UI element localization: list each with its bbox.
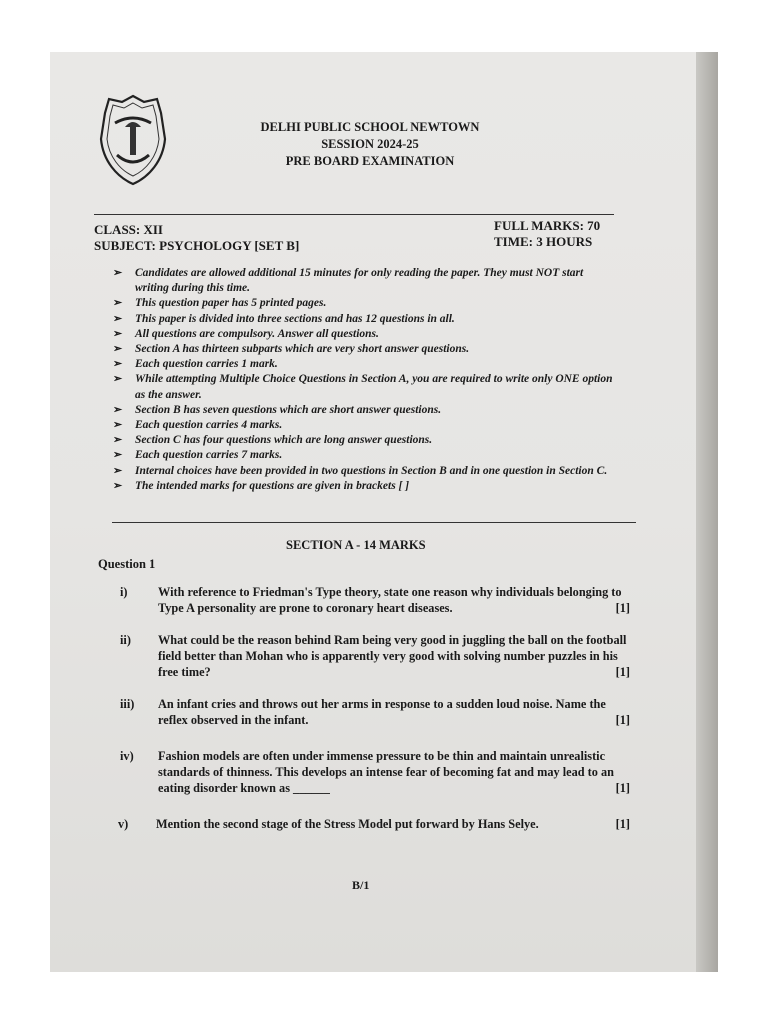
question-marks: [1]	[615, 781, 630, 795]
subject-label: SUBJECT: PSYCHOLOGY [SET B]	[94, 238, 300, 253]
time-label: TIME: 3 HOURS	[494, 234, 593, 249]
school-crest-icon	[97, 93, 169, 187]
question-text: With reference to Friedman's Type theory, state one reason why individuals belonging to Type A personality are prone to coronary heart diseases.	[158, 585, 622, 615]
full-marks-label: FULL MARKS: 70	[494, 218, 601, 233]
class-label: CLASS: XII	[94, 222, 163, 237]
school-header	[230, 119, 510, 170]
instructions-list	[113, 266, 613, 494]
question-item	[120, 696, 630, 728]
question-text: Fashion models are often under immense pressure to be thin and maintain unrealistic standards of thinness. This develops an intense fear of becoming fat and may lead to an eating disorder known as ______	[158, 749, 614, 795]
question-number: v)	[118, 817, 129, 831]
instruction-item: ➢ This question paper has 5 printed pages.	[113, 296, 613, 311]
paper-edge	[696, 52, 718, 972]
instruction-item: ➢ Candidates are allowed additional 15 minutes for only reading the paper. They must NOT start writing during this time.	[113, 266, 613, 296]
exam-name: PRE BOARD EXAMINATION	[285, 154, 455, 168]
instruction-item: ➢ Each question carries 1 mark.	[113, 357, 613, 372]
question-marks: [1]	[615, 713, 630, 727]
exam-sheet	[50, 52, 718, 972]
question-text: An infant cries and throws out her arms in response to a sudden loud noise. Name the reflex observed in the infant.	[158, 697, 606, 727]
section-title: SECTION A - 14 MARKS	[286, 538, 426, 552]
instruction-item: ➢ Each question carries 4 marks.	[113, 418, 613, 433]
question-marks: [1]	[615, 665, 630, 679]
question-number: iv)	[120, 749, 134, 763]
instruction-item: ➢ Section A has thirteen subparts which are very short answer questions.	[113, 342, 613, 357]
question-item	[120, 584, 630, 616]
session: SESSION 2024-25	[321, 137, 419, 151]
instructions-divider	[112, 522, 636, 523]
question-item	[120, 632, 630, 680]
instruction-item: ➢ The intended marks for questions are given in brackets [ ]	[113, 479, 613, 494]
exam-paper-photo	[50, 52, 718, 972]
instruction-item: ➢ While attempting Multiple Choice Questions in Section A, you are required to write only ONE option as the answer.	[113, 372, 613, 402]
instruction-item: ➢ Section C has four questions which are long answer questions.	[113, 433, 613, 448]
question-marks: [1]	[615, 601, 630, 615]
question-label: Question 1	[98, 557, 156, 571]
page-footer: B/1	[352, 878, 370, 892]
question-text: Mention the second stage of the Stress Model put forward by Hans Selye.	[156, 817, 539, 831]
header-divider	[94, 214, 614, 215]
instruction-item: ➢ All questions are compulsory. Answer all questions.	[113, 327, 613, 342]
instruction-item: ➢ Each question carries 7 marks.	[113, 448, 613, 463]
question-item	[120, 748, 630, 796]
instruction-item: ➢ Section B has seven questions which are short answer questions.	[113, 403, 613, 418]
question-number: i)	[120, 585, 128, 599]
question-number: ii)	[120, 633, 131, 647]
question-item	[118, 816, 630, 832]
school-name: DELHI PUBLIC SCHOOL NEWTOWN	[260, 120, 480, 134]
question-text: What could be the reason behind Ram being very good in juggling the ball on the football field better than Mohan who is apparently very good with solving number puzzles in his free time?	[158, 633, 627, 679]
question-marks: [1]	[615, 817, 630, 831]
instruction-item: ➢ Internal choices have been provided in two questions in Section B and in one question in Section C.	[113, 464, 613, 479]
question-number: iii)	[120, 697, 135, 711]
instruction-item: ➢ This paper is divided into three sections and has 12 questions in all.	[113, 312, 613, 327]
